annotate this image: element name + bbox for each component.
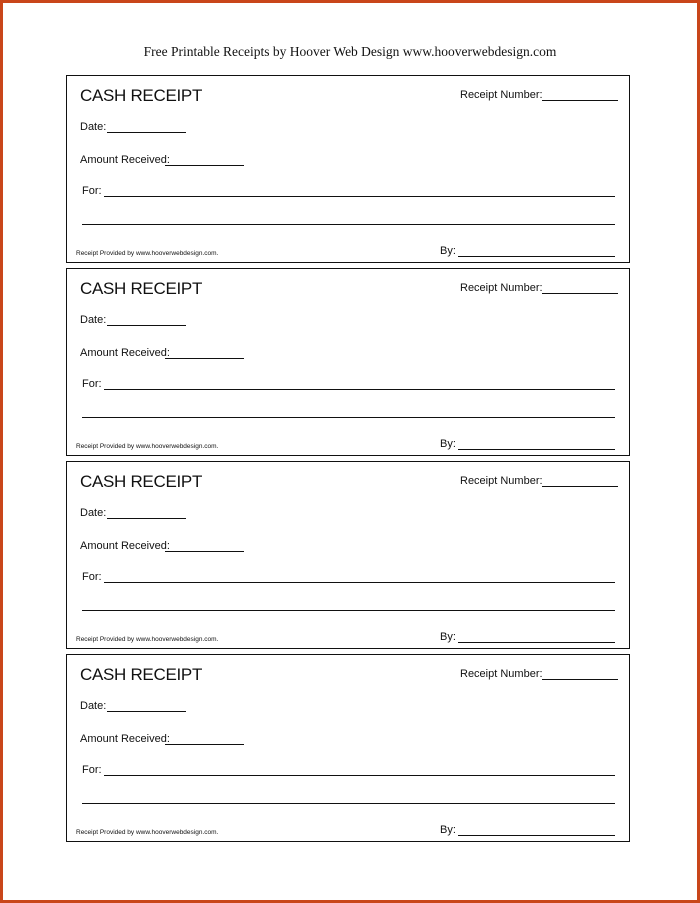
receipt-number-field[interactable] — [542, 679, 618, 680]
cash-receipt-2 — [66, 268, 630, 456]
receipt-title: CASH RECEIPT — [80, 86, 203, 105]
date-label: Date: — [80, 700, 107, 712]
date-field[interactable] — [107, 518, 186, 519]
by-label: By: — [440, 438, 456, 450]
by-label: By: — [440, 631, 456, 643]
by-label: By: — [440, 824, 456, 836]
provided-by-note: Receipt Provided by www.hooverwebdesign.com. — [76, 829, 219, 836]
cash-receipt-3 — [66, 461, 630, 649]
for-label: For: — [82, 185, 102, 197]
by-signature-field[interactable] — [458, 835, 615, 836]
date-label: Date: — [80, 121, 107, 133]
page-header: Free Printable Receipts by Hoover Web Design www.hooverwebdesign.com — [143, 44, 557, 59]
amount-received-label: Amount Received: — [80, 347, 170, 359]
receipt-number-field[interactable] — [542, 486, 618, 487]
for-field[interactable] — [104, 582, 615, 583]
receipt-number-label: Receipt Number: — [460, 475, 543, 487]
provided-by-note: Receipt Provided by www.hooverwebdesign.com. — [76, 636, 219, 643]
receipt-number-label: Receipt Number: — [460, 668, 543, 680]
date-label: Date: — [80, 507, 107, 519]
date-field[interactable] — [107, 711, 186, 712]
date-field[interactable] — [107, 132, 186, 133]
for-field-continuation[interactable] — [82, 224, 615, 225]
by-label: By: — [440, 245, 456, 257]
date-field[interactable] — [107, 325, 186, 326]
provided-by-note: Receipt Provided by www.hooverwebdesign.com. — [76, 250, 219, 257]
amount-received-field[interactable] — [165, 744, 244, 745]
for-field[interactable] — [104, 775, 615, 776]
receipt-title: CASH RECEIPT — [80, 665, 203, 684]
date-label: Date: — [80, 314, 107, 326]
by-signature-field[interactable] — [458, 449, 615, 450]
amount-received-field[interactable] — [165, 358, 244, 359]
amount-received-label: Amount Received: — [80, 540, 170, 552]
receipt-title: CASH RECEIPT — [80, 279, 203, 298]
for-field-continuation[interactable] — [82, 417, 615, 418]
for-field-continuation[interactable] — [82, 803, 615, 804]
for-label: For: — [82, 764, 102, 776]
for-label: For: — [82, 378, 102, 390]
receipt-number-label: Receipt Number: — [460, 89, 543, 101]
provided-by-note: Receipt Provided by www.hooverwebdesign.com. — [76, 443, 219, 450]
for-field[interactable] — [104, 196, 615, 197]
receipt-number-label: Receipt Number: — [460, 282, 543, 294]
by-signature-field[interactable] — [458, 642, 615, 643]
amount-received-label: Amount Received: — [80, 733, 170, 745]
amount-received-field[interactable] — [165, 165, 244, 166]
for-field-continuation[interactable] — [82, 610, 615, 611]
receipt-title: CASH RECEIPT — [80, 472, 203, 491]
cash-receipt-1 — [66, 75, 630, 263]
receipt-number-field[interactable] — [542, 100, 618, 101]
cash-receipt-4 — [66, 654, 630, 842]
for-label: For: — [82, 571, 102, 583]
amount-received-label: Amount Received: — [80, 154, 170, 166]
amount-received-field[interactable] — [165, 551, 244, 552]
receipt-number-field[interactable] — [542, 293, 618, 294]
by-signature-field[interactable] — [458, 256, 615, 257]
for-field[interactable] — [104, 389, 615, 390]
